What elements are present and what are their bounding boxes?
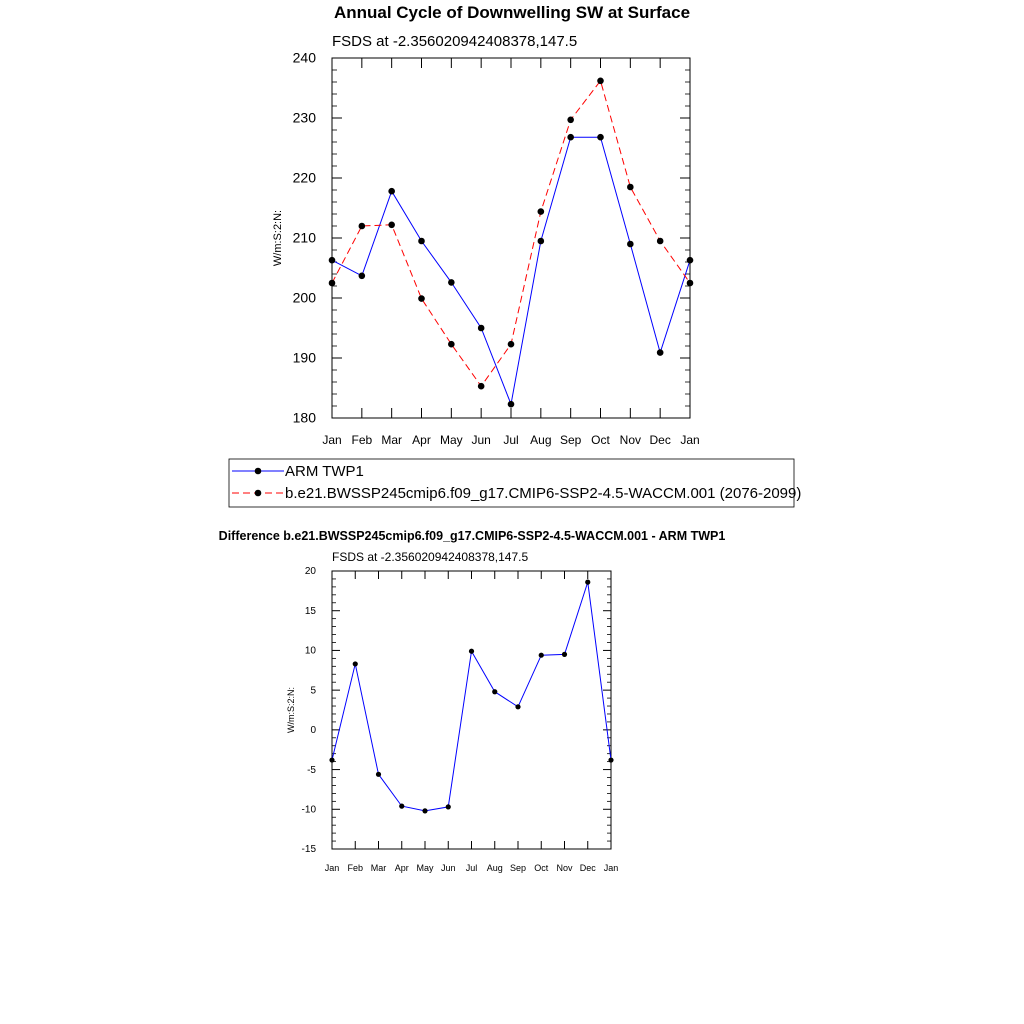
chart2-point <box>329 757 334 762</box>
chart1-xtick-label: Mar <box>381 433 403 447</box>
chart1-xtick-label: Oct <box>591 433 610 447</box>
chart2-ytick-label: -5 <box>307 764 316 776</box>
chart1-point <box>627 241 634 248</box>
chart2-point <box>492 689 497 694</box>
chart2-point <box>446 804 451 809</box>
chart1-point <box>329 257 336 264</box>
chart2-ytick-label: -15 <box>301 844 316 856</box>
chart2-xtick-label: Feb <box>347 863 364 873</box>
chart2-ytick-label: 15 <box>304 605 316 617</box>
chart-bottom-ylabel: W/m:S:2:N: <box>286 686 296 734</box>
chart2-xtick-label: Jul <box>465 863 478 873</box>
chart1-point <box>597 134 604 141</box>
main-title: Annual Cycle of Downwelling SW at Surface <box>333 3 691 22</box>
chart-bottom-subtitle: FSDS at -2.356020942408378,147.5 <box>332 550 529 564</box>
legend-marker-obs <box>255 468 262 475</box>
chart1-point <box>538 208 545 215</box>
chart1-xtick-label: Aug <box>530 433 552 447</box>
chart1-xtick-label: Jun <box>471 433 491 447</box>
chart1-point <box>448 341 455 348</box>
chart1-xtick-label: Jul <box>503 433 519 447</box>
legend-marker-model <box>255 490 262 497</box>
chart2-point <box>399 804 404 809</box>
chart1-point <box>478 383 485 390</box>
chart1-series-line-1 <box>332 81 690 386</box>
chart2-point <box>353 661 358 666</box>
chart2-ytick-label: -10 <box>301 804 316 816</box>
chart2-xtick-label: Jan <box>603 863 619 873</box>
chart2-xtick-label: Dec <box>579 863 596 873</box>
chart2-xtick-label: Mar <box>370 863 387 873</box>
chart2-point <box>422 808 427 813</box>
chart1-point <box>388 222 395 229</box>
chart2-series-line-0 <box>332 582 611 811</box>
chart2-ytick-label: 10 <box>304 645 316 657</box>
chart1-ytick-label: 240 <box>292 49 316 66</box>
chart1-point <box>567 134 574 141</box>
chart1-point <box>687 257 694 264</box>
diff-title: Difference b.e21.BWSSP245cmip6.f09_g17.CMIP6-SSP2-4.5-WACCM.001 - ARM TWP1 <box>218 529 726 543</box>
chart2-xtick-label: May <box>416 863 434 873</box>
chart-bottom <box>286 550 618 873</box>
chart1-ytick-label: 190 <box>292 349 316 366</box>
chart2-point <box>562 652 567 657</box>
chart1-point <box>627 184 634 191</box>
chart2-ytick-label: 20 <box>304 566 316 578</box>
chart2-point <box>376 772 381 777</box>
chart1-xtick-label: Jan <box>680 433 700 447</box>
chart1-point <box>508 401 515 408</box>
chart1-xtick-label: Apr <box>412 433 431 447</box>
chart1-point <box>359 273 366 280</box>
chart2-xtick-label: Jan <box>324 863 340 873</box>
chart1-point <box>418 238 425 245</box>
legend-label-model: b.e21.BWSSP245cmip6.f09_g17.CMIP6-SSP2-4.5-WACCM.001 (2076-2099) <box>285 485 802 502</box>
chart2-ytick-label: 0 <box>310 725 316 737</box>
chart1-ytick-label: 230 <box>292 109 316 126</box>
chart1-point <box>418 295 425 302</box>
chart-top-plot-frame <box>332 58 690 418</box>
chart1-point <box>359 223 366 230</box>
chart1-point <box>657 349 664 356</box>
chart1-point <box>538 238 545 245</box>
chart1-point <box>687 280 694 287</box>
chart1-ytick-label: 180 <box>292 409 316 426</box>
chart2-xtick-label: Oct <box>534 863 549 873</box>
chart1-point <box>448 279 455 286</box>
chart1-xtick-label: Dec <box>649 433 671 447</box>
chart1-xtick-label: May <box>439 433 463 447</box>
chart1-ytick-label: 210 <box>292 229 316 246</box>
chart2-xtick-label: Aug <box>486 863 503 873</box>
chart2-point <box>608 757 613 762</box>
chart2-point <box>539 653 544 658</box>
chart1-xtick-label: Jan <box>322 433 342 447</box>
legend <box>229 459 801 507</box>
chart1-point <box>508 341 515 348</box>
chart1-point <box>657 238 664 245</box>
chart1-xtick-label: Feb <box>351 433 373 447</box>
chart2-xtick-label: Nov <box>556 863 573 873</box>
chart2-point <box>585 580 590 585</box>
chart1-xtick-label: Sep <box>559 433 582 447</box>
chart1-point <box>567 117 574 124</box>
chart2-xtick-label: Apr <box>394 863 409 873</box>
chart-top <box>272 33 700 447</box>
chart1-point <box>329 280 336 287</box>
chart1-ytick-label: 200 <box>292 289 316 306</box>
chart-top-subtitle: FSDS at -2.356020942408378,147.5 <box>332 33 578 50</box>
chart1-point <box>478 325 485 332</box>
chart2-xtick-label: Jun <box>440 863 456 873</box>
chart1-xtick-label: Nov <box>619 433 642 447</box>
chart2-point <box>515 704 520 709</box>
chart2-point <box>469 649 474 654</box>
chart-bottom-plot-frame <box>332 571 611 849</box>
chart2-ytick-label: 5 <box>310 685 316 697</box>
chart2-xtick-label: Sep <box>509 863 527 873</box>
chart1-ytick-label: 220 <box>292 169 316 186</box>
chart-top-ylabel: W/m:S:2:N: <box>272 209 284 267</box>
chart1-point <box>388 188 395 195</box>
legend-label-obs: ARM TWP1 <box>285 463 364 480</box>
chart1-series-line-0 <box>332 137 690 404</box>
chart1-point <box>597 78 604 85</box>
